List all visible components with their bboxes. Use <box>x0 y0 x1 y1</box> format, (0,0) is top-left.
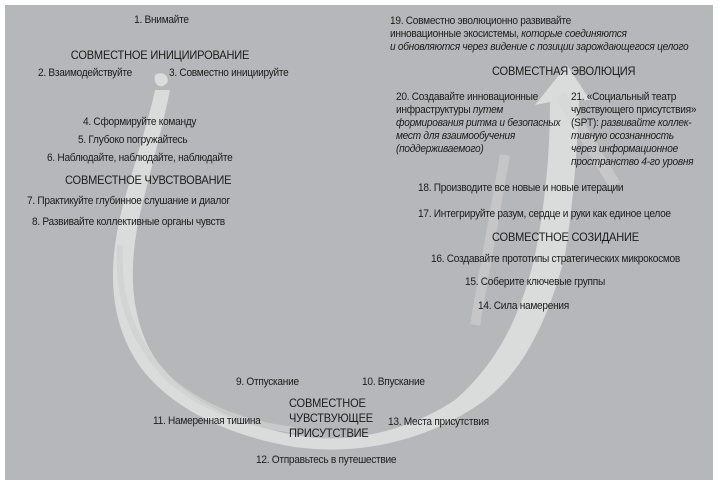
co-creating-heading: СОВМЕСТНОЕ СОЗИДАНИЕ <box>492 230 639 244</box>
presencing-heading-line-3: ПРИСУТСТВИЕ <box>289 426 369 440</box>
step-21-line-3-italic: развивайте коллек- <box>601 117 692 129</box>
step-3-label: 3. Совместно инициируйте <box>169 67 289 79</box>
step-10-label: 10. Впускание <box>362 376 425 388</box>
step-9-label: 9. Отпускание <box>236 376 299 388</box>
step-21-line-1: 21. «Социальный театр <box>571 91 677 103</box>
step-20-line-2-regular: инфраструктуры <box>396 104 473 116</box>
step-21-line-5: через информационное <box>571 143 678 155</box>
step-19-line-2-italic: которые соединяются <box>521 28 627 40</box>
step-15-label: 15. Соберите ключевые группы <box>465 276 605 288</box>
step-5-label: 5. Глубоко погружайтесь <box>78 134 188 146</box>
diagram-panel <box>5 5 713 480</box>
step-21-line-3 <box>571 117 691 130</box>
step-20-line-2 <box>396 104 503 117</box>
step-20-line-5: (поддерживаемого) <box>396 143 484 155</box>
step-11-label: 11. Намеренная тишина <box>153 415 261 427</box>
step-18-label: 18. Производите все новые и новые итерации <box>418 182 624 194</box>
step-19-line-2-regular: инновационные экосистемы, <box>390 28 522 40</box>
presencing-heading-line-2: ЧУВСТВУЮЩЕЕ <box>289 411 373 425</box>
co-evolving-heading: СОВМЕСТНАЯ ЭВОЛЮЦИЯ <box>492 64 636 78</box>
step-8-label: 8. Развивайте коллективные органы чувств <box>32 216 225 228</box>
co-sensing-heading: СОВМЕСТНОЕ ЧУВСТВОВАНИЕ <box>65 173 232 187</box>
step-14-label: 14. Сила намерения <box>478 300 570 312</box>
presencing-heading-line-1: СОВМЕСТНОЕ <box>289 396 366 410</box>
step-20-line-2-italic: путем <box>472 104 504 116</box>
step-21-line-2: чувствующего присутствия» <box>571 104 697 116</box>
step-19-line-2 <box>390 28 627 41</box>
step-20-line-4: мест для взаимообучения <box>396 130 516 142</box>
step-21-line-4: тивную осознанность <box>571 130 674 142</box>
step-17-label: 17. Интегрируйте разум, сердце и руки как единое целое <box>418 208 671 220</box>
step-21-line-3-regular: (SPT): <box>571 117 602 129</box>
step-4-label: 4. Сформируйте команду <box>83 116 197 128</box>
step-16-label: 16. Создавайте прототипы стратегических микрокосмов <box>431 253 681 265</box>
step-12-label: 12. Отправьтесь в путешествие <box>256 454 397 466</box>
co-initiating-heading: СОВМЕСТНОЕ ИНИЦИИРОВАНИЕ <box>70 48 250 62</box>
step-6-label: 6. Наблюдайте, наблюдайте, наблюдайте <box>47 152 233 164</box>
step-1-label: 1. Внимайте <box>134 14 189 26</box>
step-19-line-1: 19. Совместно эволюционно развивайте <box>390 15 571 27</box>
step-21-line-6: пространство 4-го уровня <box>571 156 694 168</box>
step-19-line-3: и обновляются через видение с позиции зарождающегося целого <box>390 41 689 53</box>
step-2-label: 2. Взаимодействуйте <box>38 67 132 79</box>
step-7-label: 7. Практикуйте глубинное слушание и диалог <box>27 195 230 207</box>
step-20-line-3: формирования ритма и безопасных <box>396 117 561 129</box>
step-20-line-1: 20. Создавайте инновационные <box>396 91 538 103</box>
step-13-label: 13. Места присутствия <box>388 416 489 428</box>
